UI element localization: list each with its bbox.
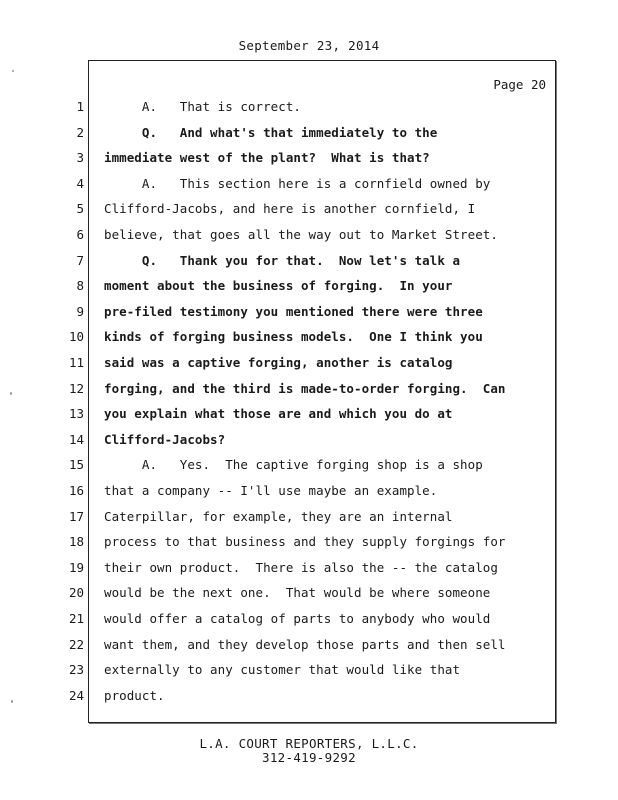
line-number: 3 xyxy=(76,150,84,166)
transcript-line xyxy=(0,453,618,478)
transcript-line xyxy=(0,300,618,325)
line-number: 6 xyxy=(76,227,84,242)
line-number: 8 xyxy=(76,278,84,294)
scan-speck xyxy=(12,70,14,72)
question-text: moment about the business of forging. In your xyxy=(104,278,453,294)
transcript-line xyxy=(0,197,618,222)
page-footer xyxy=(0,737,618,765)
transcript-line xyxy=(0,274,618,299)
answer-text: externally to any customer that would like that xyxy=(104,662,461,678)
line-number: 20 xyxy=(68,585,84,601)
question-text: Q. And what's that immediately to the xyxy=(104,124,438,140)
answer-text: want them, and they develop those parts and then sell xyxy=(104,636,506,652)
transcript-line xyxy=(0,249,618,274)
scan-speck xyxy=(10,392,12,395)
page-number: Page 20 xyxy=(493,77,546,92)
line-number: 11 xyxy=(68,355,84,370)
answer-text: A. This section here is a cornfield owned by xyxy=(104,175,491,191)
answer-text: A. Yes. The captive forging shop is a shop xyxy=(104,457,483,473)
line-number: 5 xyxy=(76,201,84,217)
line-number: 17 xyxy=(68,508,84,524)
transcript-line xyxy=(0,505,618,530)
line-number: 12 xyxy=(68,380,84,396)
answer-text: believe, that goes all the way out to Market Street. xyxy=(104,227,498,242)
transcript-line xyxy=(0,121,618,146)
question-text: Q. Thank you for that. Now let's talk a xyxy=(104,252,461,268)
answer-text: product. xyxy=(104,687,165,703)
line-number: 19 xyxy=(68,559,84,575)
transcript-line xyxy=(0,377,618,402)
answer-text: that a company -- I'll use maybe an example. xyxy=(104,483,438,498)
line-number: 15 xyxy=(68,457,84,473)
question-text: said was a captive forging, another is catalog xyxy=(104,355,453,370)
transcript-date: September 23, 2014 xyxy=(238,38,380,53)
transcript-line xyxy=(0,556,618,581)
transcript-line xyxy=(0,633,618,658)
answer-text: would offer a catalog of parts to anybody who would xyxy=(104,611,491,626)
question-text: pre-filed testimony you mentioned there were three xyxy=(104,303,483,319)
transcript-line xyxy=(0,146,618,171)
transcript-line xyxy=(0,325,618,350)
transcript-line xyxy=(0,428,618,453)
line-number: 13 xyxy=(68,406,84,422)
line-number: 23 xyxy=(68,662,84,678)
answer-text: Caterpillar, for example, they are an internal xyxy=(104,508,453,524)
line-number: 22 xyxy=(68,636,84,652)
transcript-line xyxy=(0,95,618,120)
court-reporter-name: L.A. COURT REPORTERS, L.L.C. xyxy=(199,736,419,751)
line-number: 4 xyxy=(76,175,84,191)
transcript-line xyxy=(0,658,618,683)
line-number: 14 xyxy=(68,431,84,447)
question-text: Clifford-Jacobs? xyxy=(104,431,226,447)
question-text: forging, and the third is made-to-order forging. Can xyxy=(104,380,506,396)
line-number: 1 xyxy=(76,99,84,114)
line-number: 10 xyxy=(68,329,84,345)
transcript-line xyxy=(0,530,618,555)
answer-text: A. That is correct. xyxy=(104,99,301,114)
transcript-line xyxy=(0,172,618,197)
line-number: 16 xyxy=(68,483,84,498)
transcript-line xyxy=(0,402,618,427)
answer-text: their own product. There is also the -- the catalog xyxy=(104,559,498,575)
answer-text: would be the next one. That would be where someone xyxy=(104,585,491,601)
transcript-line xyxy=(0,223,618,248)
transcript-line xyxy=(0,351,618,376)
line-number: 7 xyxy=(76,252,84,268)
line-number: 2 xyxy=(76,124,84,140)
answer-text: Clifford-Jacobs, and here is another cornfield, I xyxy=(104,201,476,217)
transcript-line xyxy=(0,684,618,709)
question-text: you explain what those are and which you do at xyxy=(104,406,453,422)
court-reporter-phone: 312-419-9292 xyxy=(262,750,356,765)
transcript-line xyxy=(0,479,618,504)
question-text: kinds of forging business models. One I think you xyxy=(104,329,483,345)
transcript-line xyxy=(0,581,618,606)
question-text: immediate west of the plant? What is that? xyxy=(104,150,430,166)
line-number: 24 xyxy=(68,687,84,703)
line-number: 9 xyxy=(76,303,84,319)
transcript-line xyxy=(0,607,618,632)
line-number: 18 xyxy=(68,534,84,550)
line-number: 21 xyxy=(68,611,84,626)
answer-text: process to that business and they supply forgings for xyxy=(104,534,506,550)
scan-speck xyxy=(11,700,13,703)
